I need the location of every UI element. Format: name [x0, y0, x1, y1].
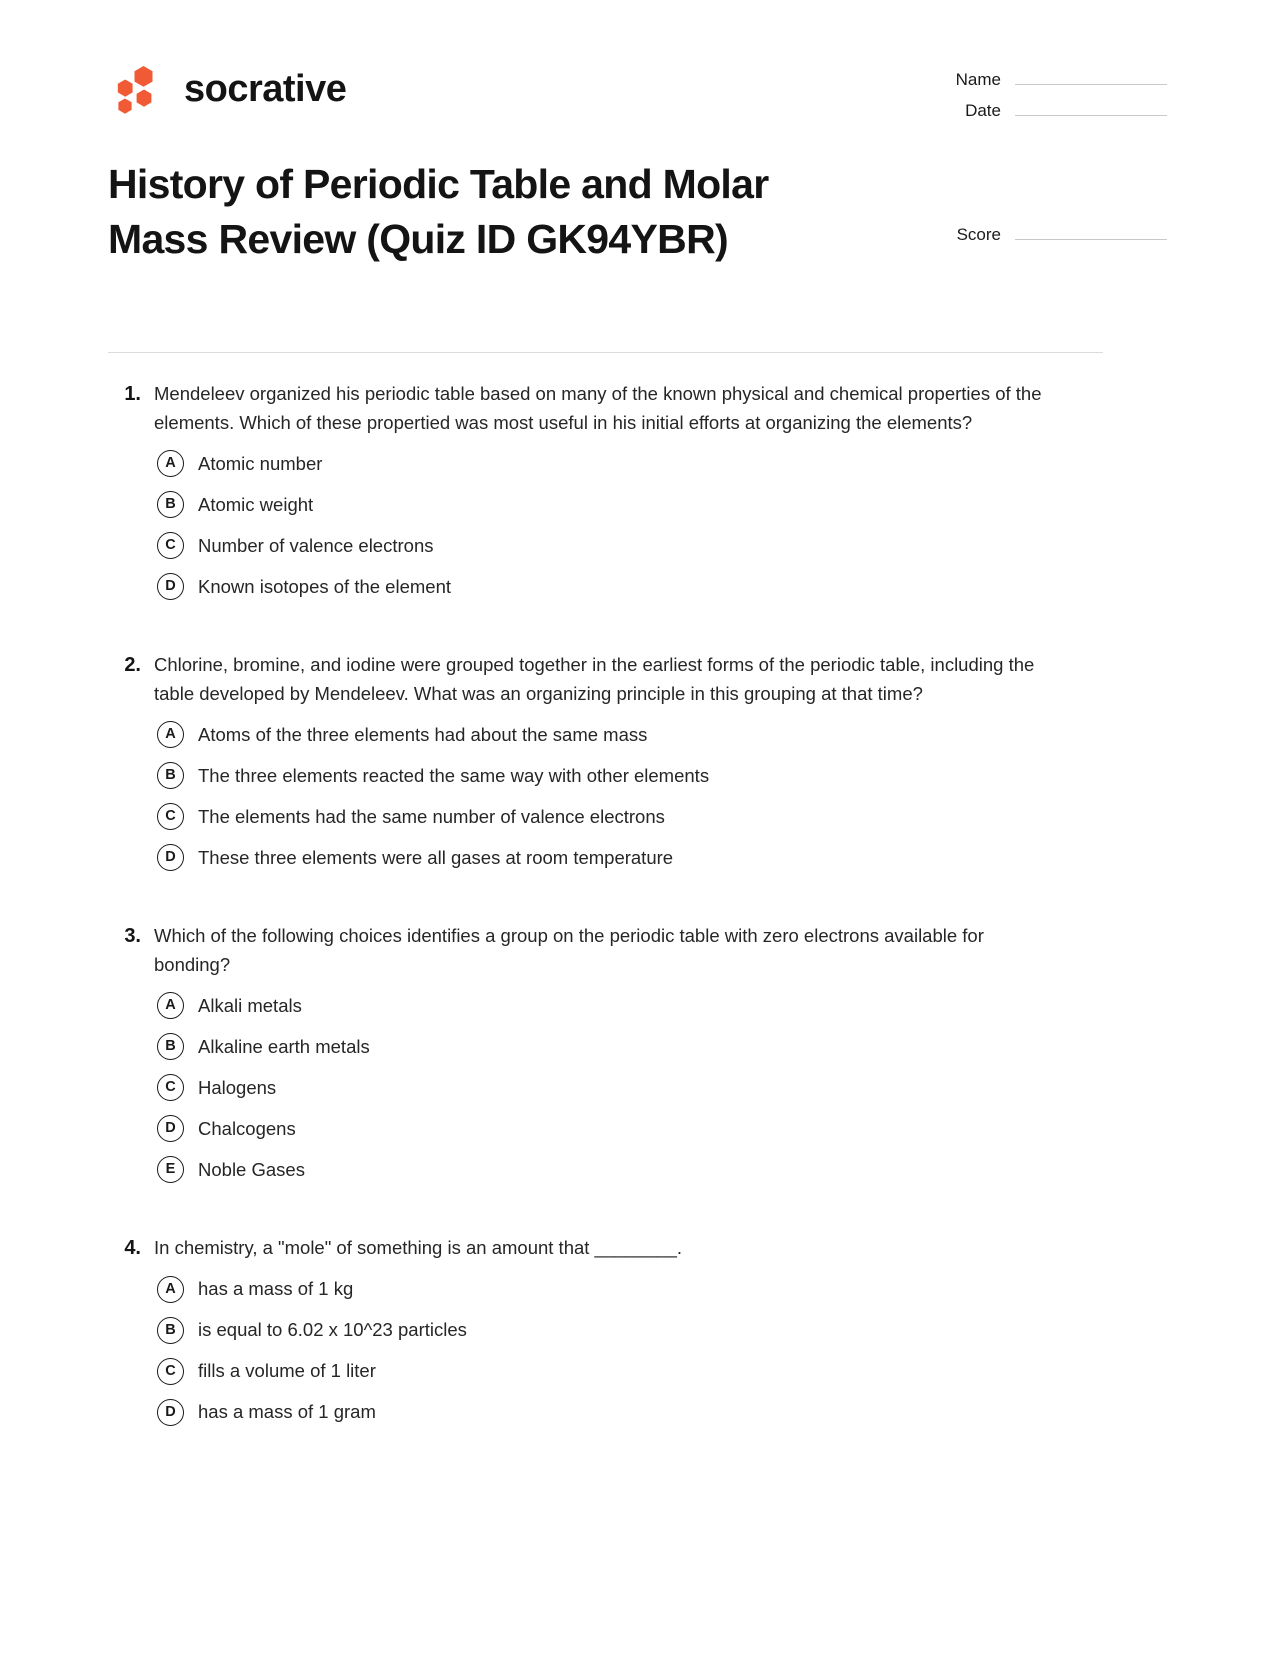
question-item: [108, 651, 1108, 878]
answer-option[interactable]: [108, 1351, 1108, 1392]
question-item: [108, 380, 1108, 607]
answer-option[interactable]: [108, 566, 1108, 607]
option-bubble-c[interactable]: C: [157, 1358, 184, 1385]
option-list: [108, 443, 1108, 607]
option-label: Halogens: [198, 1076, 277, 1098]
option-list: [108, 714, 1108, 878]
answer-option[interactable]: [108, 755, 1108, 796]
socrative-brand: [108, 62, 346, 116]
name-label: Name: [955, 70, 1001, 89]
option-bubble-b[interactable]: B: [157, 762, 184, 789]
page-header: [0, 0, 1275, 262]
option-list: [108, 1269, 1108, 1433]
option-bubble-a[interactable]: A: [157, 1276, 184, 1303]
question-head: [108, 380, 1108, 437]
answer-option[interactable]: [108, 714, 1108, 755]
student-meta-fields: [922, 70, 1167, 132]
question-head: [108, 651, 1108, 708]
question-number: 1.: [124, 383, 141, 405]
option-bubble-a[interactable]: A: [157, 450, 184, 477]
option-bubble-d[interactable]: D: [157, 844, 184, 871]
option-label: Noble Gases: [198, 1158, 305, 1180]
option-label: Atomic number: [198, 452, 323, 474]
question-text: Mendeleev organized his periodic table based on many of the known physical and chemical properties of the elements. Which of these propertied was most useful in his initial efforts at organizing the elements?: [154, 383, 1042, 433]
option-label: The elements had the same number of valence electrons: [198, 805, 665, 827]
option-bubble-b[interactable]: B: [157, 1317, 184, 1344]
answer-option[interactable]: [108, 796, 1108, 837]
answer-option[interactable]: [108, 837, 1108, 878]
question-number: 4.: [124, 1237, 141, 1259]
answer-option[interactable]: [108, 1067, 1108, 1108]
answer-option[interactable]: [108, 1026, 1108, 1067]
answer-option[interactable]: [108, 1392, 1108, 1433]
score-field-row: [922, 225, 1167, 245]
question-list: [108, 380, 1108, 1477]
answer-option[interactable]: [108, 525, 1108, 566]
option-label: These three elements were all gases at room temperature: [198, 846, 674, 868]
option-bubble-d[interactable]: D: [157, 1115, 184, 1142]
option-label: Known isotopes of the element: [198, 575, 451, 597]
option-bubble-e[interactable]: E: [157, 1156, 184, 1183]
question-head: [108, 922, 1108, 979]
name-input-line[interactable]: [1015, 70, 1167, 85]
name-field-row: [922, 70, 1167, 90]
option-bubble-c[interactable]: C: [157, 1074, 184, 1101]
answer-option[interactable]: [108, 484, 1108, 525]
score-label: Score: [956, 225, 1001, 244]
option-label: is equal to 6.02 x 10^23 particles: [198, 1319, 467, 1340]
date-field-row: [922, 101, 1167, 121]
answer-option[interactable]: [108, 1149, 1108, 1190]
option-label: fills a volume of 1 liter: [198, 1360, 376, 1381]
option-label: The three elements reacted the same way with other elements: [198, 764, 710, 786]
answer-option[interactable]: [108, 443, 1108, 484]
option-bubble-d[interactable]: D: [157, 573, 184, 600]
option-label: has a mass of 1 gram: [198, 1401, 376, 1422]
option-list: [108, 985, 1108, 1190]
option-bubble-d[interactable]: D: [157, 1399, 184, 1426]
option-bubble-c[interactable]: C: [157, 803, 184, 830]
option-bubble-a[interactable]: A: [157, 721, 184, 748]
option-label: Atomic weight: [198, 493, 314, 515]
page-title: History of Periodic Table and Molar Mass Review (Quiz ID GK94YBR): [108, 161, 769, 262]
question-number: 3.: [124, 925, 141, 947]
socrative-logo-icon: [108, 62, 162, 116]
option-label: Alkaline earth metals: [198, 1035, 370, 1057]
question-head: [108, 1234, 1108, 1263]
answer-option[interactable]: [108, 1310, 1108, 1351]
answer-option[interactable]: [108, 1108, 1108, 1149]
question-item: [108, 1234, 1108, 1433]
option-bubble-a[interactable]: A: [157, 992, 184, 1019]
header-divider: [108, 352, 1103, 353]
option-label: has a mass of 1 kg: [198, 1278, 354, 1299]
question-text: In chemistry, a "mole" of something is an amount that ________.: [154, 1237, 682, 1258]
question-number: 2.: [124, 654, 141, 676]
score-input-line[interactable]: [1015, 225, 1167, 240]
question-text: Chlorine, bromine, and iodine were grouped together in the earliest forms of the periodic table, including the table developed by Mendeleev. What was an organizing principle in this grouping at that time?: [154, 654, 1035, 704]
score-field-block: [922, 225, 1167, 256]
question-text: Which of the following choices identifies a group on the periodic table with zero electrons available for bonding?: [154, 925, 984, 975]
option-bubble-c[interactable]: C: [157, 532, 184, 559]
brand-name: socrative: [184, 68, 347, 110]
question-item: [108, 922, 1108, 1190]
option-label: Chalcogens: [198, 1117, 296, 1139]
answer-option[interactable]: [108, 985, 1108, 1026]
date-label: Date: [965, 101, 1001, 120]
option-label: Atoms of the three elements had about the same mass: [198, 723, 648, 745]
option-bubble-b[interactable]: B: [157, 1033, 184, 1060]
date-input-line[interactable]: [1015, 101, 1167, 116]
option-label: Number of valence electrons: [198, 534, 434, 556]
option-bubble-b[interactable]: B: [157, 491, 184, 518]
answer-option[interactable]: [108, 1269, 1108, 1310]
option-label: Alkali metals: [198, 994, 302, 1016]
